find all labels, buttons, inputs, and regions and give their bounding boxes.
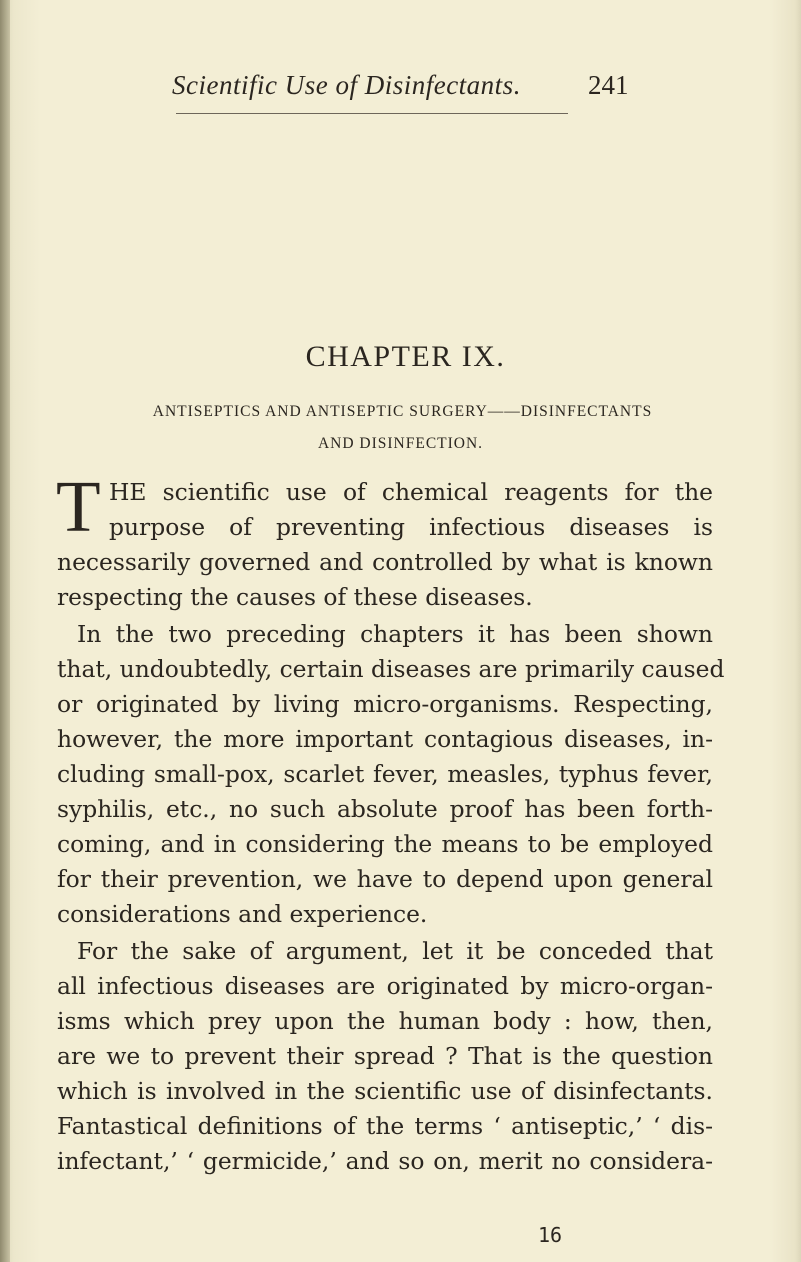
text-line: however, the more important contagious diseases, in- <box>57 725 713 753</box>
text-line: that, undoubtedly, certain diseases are primarily caused <box>57 655 725 683</box>
text-line: respecting the causes of these diseases. <box>57 583 533 611</box>
text-line: or originated by living micro-organisms. Respecting, <box>57 690 713 718</box>
text-line: necessarily governed and controlled by what is known <box>57 548 713 576</box>
running-title: Scientific Use of Disinfectants. <box>172 70 521 100</box>
text-line: syphilis, etc., no such absolute proof has been forth- <box>57 795 713 823</box>
text-line: For the sake of argument, let it be conceded that <box>77 937 713 965</box>
text-line: isms which prey upon the human body : how, then, <box>57 1007 713 1035</box>
chapter-subtitle-line-2: AND DISINFECTION. <box>317 435 484 452</box>
text-line: purpose of preventing infectious diseases is <box>109 513 713 541</box>
drop-cap: T <box>56 466 101 547</box>
text-line: Fantastical definitions of the terms ‘ antiseptic,’ ‘ dis- <box>57 1112 713 1140</box>
text-line: In the two preceding chapters it has been shown <box>77 620 713 648</box>
text-line: HE scientific use of chemical reagents for the <box>109 478 713 506</box>
text-line: which is involved in the scientific use of disinfectants. <box>57 1077 713 1105</box>
text-line: for their prevention, we have to depend upon general <box>57 865 713 893</box>
chapter-heading: CHAPTER IX. <box>305 340 506 373</box>
text-line: coming, and in considering the means to be employed <box>57 830 713 858</box>
page-number: 241 <box>588 70 629 100</box>
page-binding-edge <box>0 0 10 1262</box>
running-header <box>0 70 801 110</box>
header-rule <box>176 113 568 114</box>
text-line: considerations and experience. <box>57 900 428 928</box>
text-line: cluding small-pox, scarlet fever, measles, typhus fever, <box>57 760 713 788</box>
text-line: all infectious diseases are originated by micro-organ- <box>57 972 713 1000</box>
signature-mark: 16 <box>538 1223 563 1247</box>
chapter-subtitle-line-1: ANTISEPTICS AND ANTISEPTIC SURGERY——DISINFECTANTS <box>152 403 653 420</box>
text-line: infectant,’ ‘ germicide,’ and so on, merit no considera- <box>57 1147 713 1175</box>
text-line: are we to prevent their spread ? That is the question <box>57 1042 713 1070</box>
